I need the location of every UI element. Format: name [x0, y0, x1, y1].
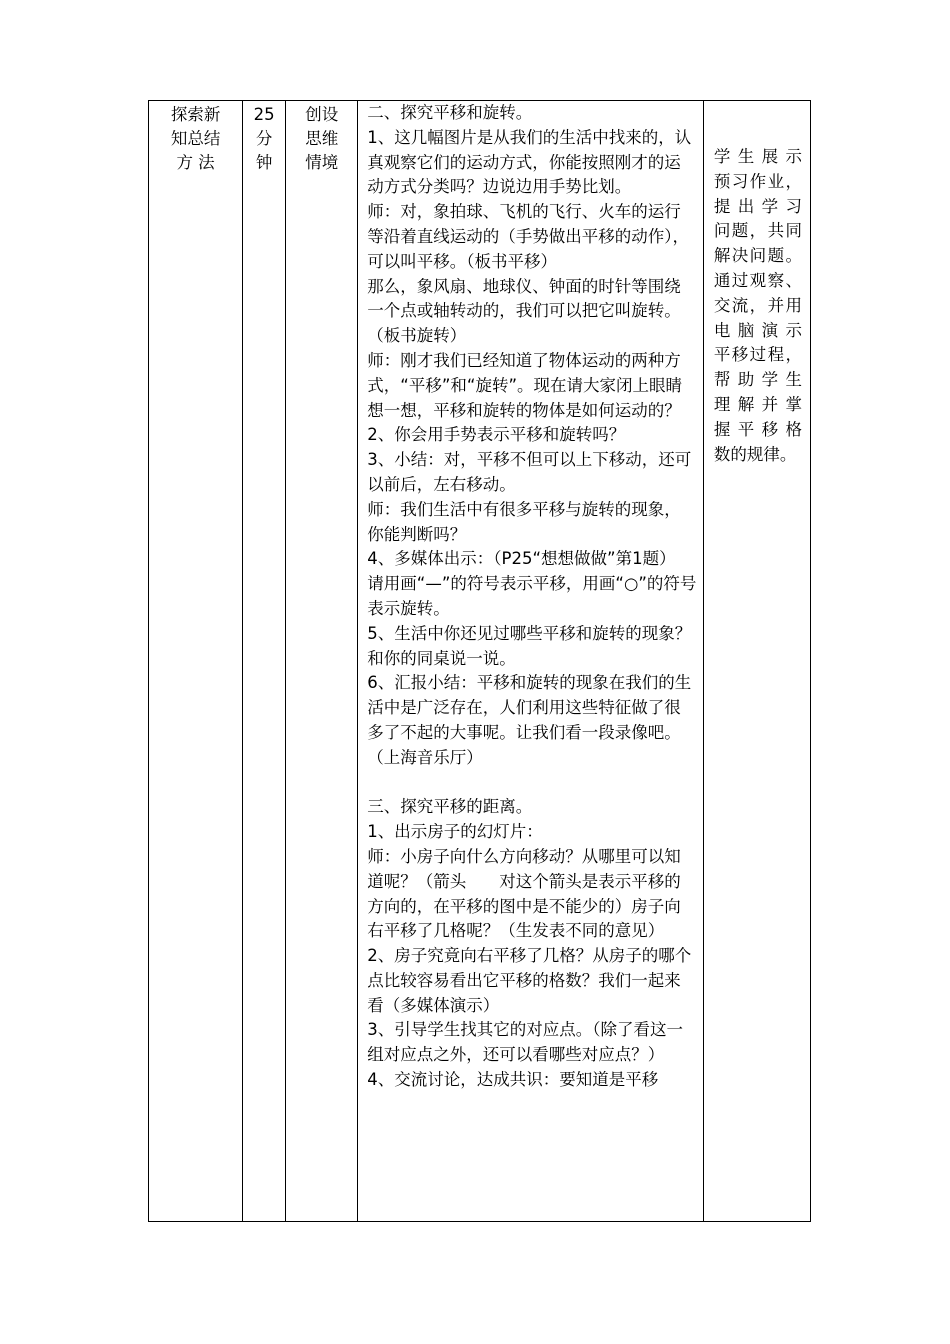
content-paragraph: 4、多媒体出示：（P25“想想做做”第1题） — [367, 549, 676, 569]
section-label-line: 探索新 — [170, 105, 221, 124]
section-label-line: 方 法 — [176, 153, 215, 172]
content-paragraph: 请用画“—”的符号表示平移，用画“○”的符号表示旋转。 — [367, 574, 697, 618]
content-paragraph: 5、生活中你还见过哪些平移和旋转的现象？和你的同桌说一说。 — [367, 623, 692, 668]
activity-cell — [286, 101, 358, 1222]
note-line: 平移过程， — [713, 345, 802, 365]
lesson-plan-table — [148, 100, 811, 1222]
note-line: 解决问题。 — [713, 246, 802, 266]
content-paragraph: 师：刚才我们已经知道了物体运动的两种方式，“平移”和“旋转”。现在请大家闭上眼睛想一想，平移和旋转的物体是如何运动的？ — [367, 350, 682, 420]
content-paragraph: 师：小房子向什么方向移动？从哪里可以知道呢？（箭头 对这个箭头是表示平移的方向的，在平移的图中是不能少的）房子向右平移了几格呢？（生发表不同的意见） — [367, 846, 681, 941]
duration-line: 钟 — [255, 153, 273, 172]
note-line: 理解并掌 — [713, 394, 802, 414]
content-paragraph: 6、汇报小结：平移和旋转的现象在我们的生活中是广泛存在，人们利用这些特征做了很多了不起的大事呢。让我们看一段录像吧。（上海音乐厅） — [367, 673, 692, 767]
content-paragraph: 3、小结：对，平移不但可以上下移动，还可以前后，左右移动。 — [367, 450, 692, 494]
content-paragraph: 4、交流讨论，达成共识：要知道是平移 — [367, 1070, 659, 1090]
teaching-content-cell — [358, 101, 704, 1222]
activity-line: 情境 — [305, 153, 339, 172]
content-paragraph: 1、这几幅图片是从我们的生活中找来的，认真观察它们的运动方式，你能按照刚才的运动方式分类吗？边说边用手势比划。 — [367, 127, 692, 197]
design-intent-cell — [703, 101, 810, 1222]
duration-line: 分 — [255, 129, 273, 148]
note-line: 问题，共同 — [713, 221, 802, 241]
content-paragraph: 师：对，象拍球、飞机的飞行、火车的运行等沿着直线运动的（手势做出平移的动作），可以叫平移。（板书平移） — [367, 202, 690, 271]
content-paragraph: 那么，象风扇、地球仪、钟面的时针等围绕一个点或轴转动的，我们可以把它叫旋转。（板书旋转） — [367, 276, 681, 346]
activity-line: 创设 — [305, 105, 339, 124]
content-paragraph: 2、房子究竟向右平移了几格？从房子的哪个点比较容易看出它平移的格数？我们一起来看（多媒体演示） — [367, 946, 692, 1015]
note-line: 交流，并用 — [713, 295, 802, 315]
note-line: 数的规律。 — [713, 444, 797, 464]
note-line: 学生展示 — [713, 147, 802, 166]
duration-cell — [243, 101, 286, 1222]
activity-line: 思维 — [305, 129, 339, 148]
note-line: 通过观察、 — [713, 270, 802, 290]
blank-line — [367, 771, 697, 796]
content-paragraph: 3、引导学生找其它的对应点。（除了看这一组对应点之外，还可以看哪些对应点？） — [367, 1020, 684, 1065]
section-label-cell — [149, 101, 243, 1222]
content-paragraph: 1、出示房子的幻灯片： — [367, 822, 543, 842]
content-paragraph: 师：我们生活中有很多平移与旋转的现象，你能判断吗？ — [367, 499, 681, 544]
duration-line: 25 — [253, 105, 275, 124]
content-paragraph: 三、探究平移的距离。 — [367, 797, 533, 817]
note-line: 提出学习 — [713, 196, 802, 216]
content-paragraph: 二、探究平移和旋转。 — [367, 103, 533, 122]
note-line: 帮助学生 — [713, 370, 802, 390]
note-line: 预习作业， — [713, 171, 802, 191]
table-row — [149, 101, 811, 1222]
note-line: 握平移格 — [713, 419, 802, 439]
section-label-line: 知总结 — [170, 129, 221, 148]
content-paragraph: 2、你会用手势表示平移和旋转吗？ — [367, 425, 626, 445]
note-line: 电脑演示 — [713, 320, 802, 340]
